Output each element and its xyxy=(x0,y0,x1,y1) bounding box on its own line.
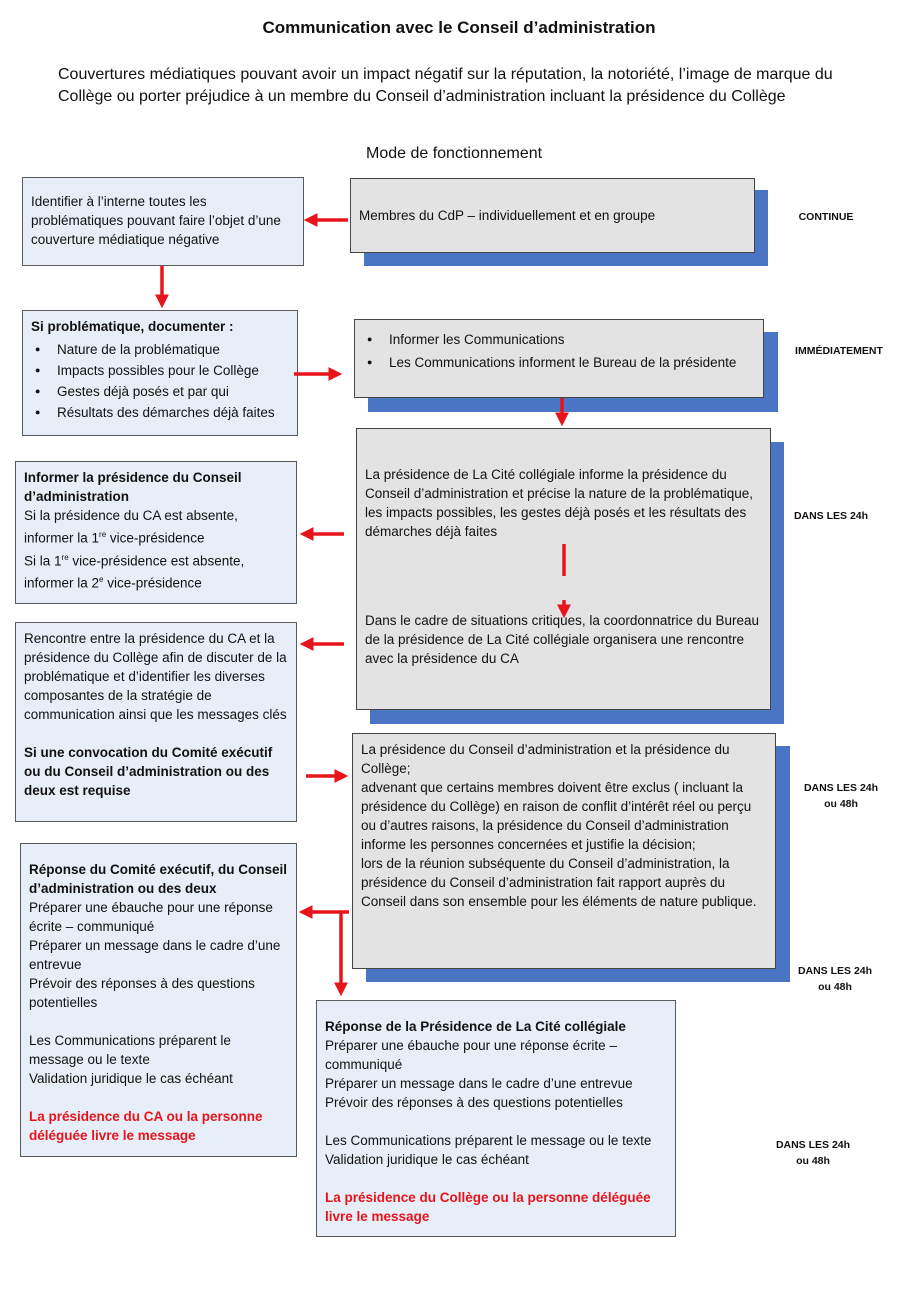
committee-response-delivery: La présidence du CA ou la personne déléguée livre le message xyxy=(29,1109,263,1143)
committee-response-line-4: Les Communications préparent le message ou le texte xyxy=(29,1033,231,1067)
step-inform-line-3: Si la 1re vice-présidence est absente, xyxy=(24,552,245,568)
page-title: Communication avec le Conseil d’administration xyxy=(262,18,656,37)
list-item: ● Gestes déjà posés et par qui xyxy=(31,381,289,402)
timing-label: DANS LES 24h ou 48h xyxy=(797,965,873,993)
timing-label: DANS LES 24h ou 48h xyxy=(775,1139,851,1167)
exclusion-line-3: lors de la réunion subséquente du Conseil d’administration, la présidence du Conseil d’administration fait rapport auprès du Conseil dans son ensemble pour les éléments de nature publique. xyxy=(361,856,757,909)
timing-label: CONTINUE xyxy=(798,211,854,223)
timing-label: DANS LES 24h xyxy=(793,510,869,522)
timing-label: DANS LES 24h ou 48h xyxy=(803,782,879,810)
page-subtitle: Couvertures médiatiques pouvant avoir un impact négatif sur la réputation, la notoriété, l’image de marque du Collège ou porter préjudice à un membre du Conseil d’administration incluant la présidence du Collège xyxy=(58,66,833,105)
committee-response-line-1: Préparer une ébauche pour une réponse écrite – communiqué xyxy=(29,900,273,934)
college-response-line-1: Préparer une ébauche pour une réponse écrite – communiqué xyxy=(325,1038,617,1072)
step-inform-line-4: informer la 2e vice-présidence xyxy=(24,575,202,591)
college-response-line-3: Prévoir des réponses à des questions potentielles xyxy=(325,1095,623,1110)
committee-response-line-2: Préparer un message dans le cadre d’une entrevue xyxy=(29,938,281,972)
college-response-line-2: Préparer un message dans le cadre d’une entrevue xyxy=(325,1076,633,1091)
list-item: ● Résultats des démarches déjà faites xyxy=(31,402,289,423)
list-item: ● Informer les Communications xyxy=(363,330,755,349)
step-cdp-text: Membres du CdP – individuellement et en groupe xyxy=(359,208,656,223)
list-item: ● Les Communications informent le Bureau de la présidente xyxy=(363,353,755,372)
step-inform-line-1: Si la présidence du CA est absente, xyxy=(24,508,238,523)
committee-response-heading: Réponse du Comité exécutif, du Conseil d’administration ou des deux xyxy=(29,862,288,896)
committee-response-line-5: Validation juridique le cas échéant xyxy=(29,1071,233,1086)
timing-label: IMMÉDIATEMENT xyxy=(795,345,883,357)
step-identify-text: Identifier à l’interne toutes les problématiques pouvant faire l’objet d’une couverture médiatique négative xyxy=(31,194,281,247)
exclusion-line-2: advenant que certains membres doivent être exclus ( incluant la présidence du Collège) en raison de conflit d’intérêt réel ou perçu ou d’autres raisons, la présidence du Conseil d’administration informe les personnes concernées et justifie la décision; xyxy=(361,780,752,852)
arrow-exclusion-branch xyxy=(341,912,349,990)
committee-response-line-3: Prévoir des réponses à des questions potentielles xyxy=(29,976,255,1010)
college-response-line-4: Les Communications préparent le message ou le texte xyxy=(325,1133,652,1148)
mode-label: Mode de fonctionnement xyxy=(366,145,543,162)
step-inform-heading: Informer la présidence du Conseil d’administration xyxy=(24,470,242,504)
college-response-delivery: La présidence du Collège ou la personne déléguée livre le message xyxy=(325,1190,651,1224)
step-document-heading: Si problématique, documenter : xyxy=(31,319,234,334)
step-meeting-text: Rencontre entre la présidence du CA et la présidence du Collège afin de discuter de la problématique et d’identifier les diverses composantes de la stratégie de communication ainsi que les messages clés xyxy=(24,631,287,722)
critical-situations-text: Dans le cadre de situations critiques, la coordonnatrice du Bureau de la présidence de La Cité collégiale organisera une rencontre avec la présidence du CA xyxy=(365,613,759,666)
step-meeting-bold: Si une convocation du Comité exécutif ou du Conseil d’administration ou des deux est requise xyxy=(24,745,273,798)
president-informs-text: La présidence de La Cité collégiale informe la présidence du Conseil d’administration et précise la nature de la problématique, les impacts possibles, les gestes déjà posés et les résultats des démarches déjà faites xyxy=(365,467,753,539)
step-inform-line-2: informer la 1re vice-présidence xyxy=(24,530,205,546)
college-response-line-5: Validation juridique le cas échéant xyxy=(325,1152,529,1167)
college-response-heading: Réponse de la Présidence de La Cité collégiale xyxy=(325,1019,626,1034)
list-item: ● Nature de la problématique xyxy=(31,339,289,360)
list-item: ● Impacts possibles pour le Collège xyxy=(31,360,289,381)
exclusion-line-1: La présidence du Conseil d’administration et la présidence du Collège; xyxy=(361,742,730,776)
